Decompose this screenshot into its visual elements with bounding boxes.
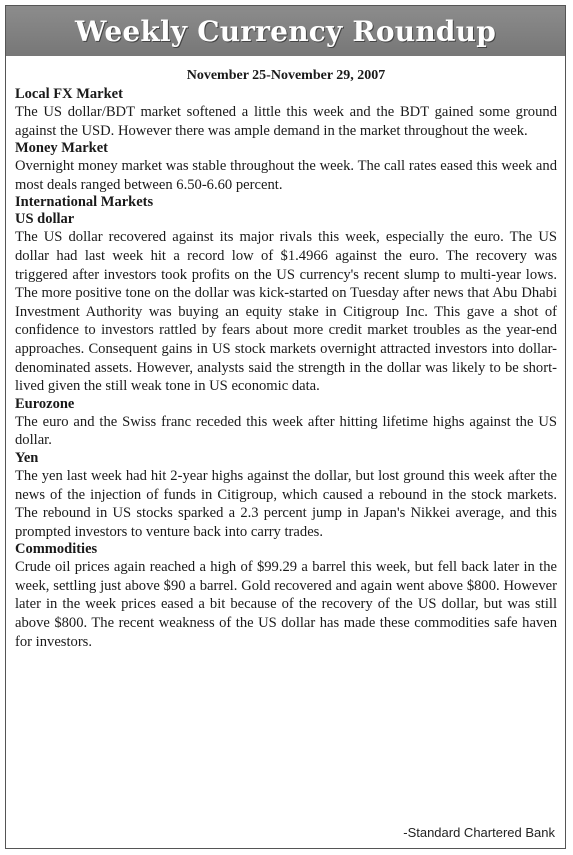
article-box — [5, 5, 566, 849]
section-text-us-dollar: The US dollar recovered against its major rivals this week, especially the euro. The US dollar had last week hit a record low of $1.4966 against the euro. The recovery was triggered after investors took profits on the US currency's recent slump to multi-year lows. The more positive tone on the dollar was kick-started on Tuesday after news that Abu Dhabi Investment Authority was buying an equity stake in Citigroup Inc. This gave a shot of confidence to investors rattled by fears about more credit market troubles as the year-end approaches. Consequent gains in US stock markets overnight attracted investors into dollar-denominated assets. However, analysts said the strength in the dollar was likely to be short-lived given the still weak tone in US economic data. — [15, 229, 557, 395]
page-title: Weekly Currency Roundup — [74, 14, 496, 48]
section-heading-yen: Yen — [15, 449, 39, 466]
section-text-money-market: Overnight money market was stable throughout the week. The call rates eased this week and most deals ranged between 6.50-6.60 percent. — [15, 158, 557, 193]
date-range: November 25-November 29, 2007 — [186, 68, 386, 83]
section-text-yen: The yen last week had hit 2-year highs against the dollar, but lost ground this week after the news of the injection of funds in Citigroup, which caused a rebound in the stock markets. The rebound in US stocks sparked a 2.3 percent jump in Japan's Nikkei average, and this prompted investors to venture back into carry trades. — [15, 467, 557, 540]
source-row — [6, 818, 565, 848]
section-text-commodities: Crude oil prices again reached a high of $99.29 a barrel this week, but fell back later in the week, settling just above $90 a barrel. Gold recovered and again went above $800. However later in the week prices eased a bit because of the recovery of the US dollar, but was still above $800. The recent weakness of the US dollar has made these commodities safe haven for investors. — [15, 559, 557, 650]
source-credit: -Standard Chartered Bank — [403, 825, 555, 840]
section-heading-local-fx: Local FX Market — [15, 86, 123, 102]
section-heading-commodities: Commodities — [15, 541, 98, 558]
section-heading-money-market: Money Market — [15, 140, 109, 157]
section-text-eurozone: The euro and the Swiss franc receded this week after hitting lifetime highs against the US dollar. — [15, 413, 557, 449]
section-text-local-fx: The US dollar/BDT market softened a little this week and the BDT gained some ground against the USD. However there was ample demand in the market throughout the week. — [15, 104, 557, 139]
article-body — [6, 56, 565, 651]
section-heading-us-dollar: US dollar — [15, 211, 75, 228]
header-banner — [6, 6, 565, 56]
section-heading-international-markets: International Markets — [15, 194, 154, 211]
section-heading-eurozone: Eurozone — [15, 395, 75, 412]
